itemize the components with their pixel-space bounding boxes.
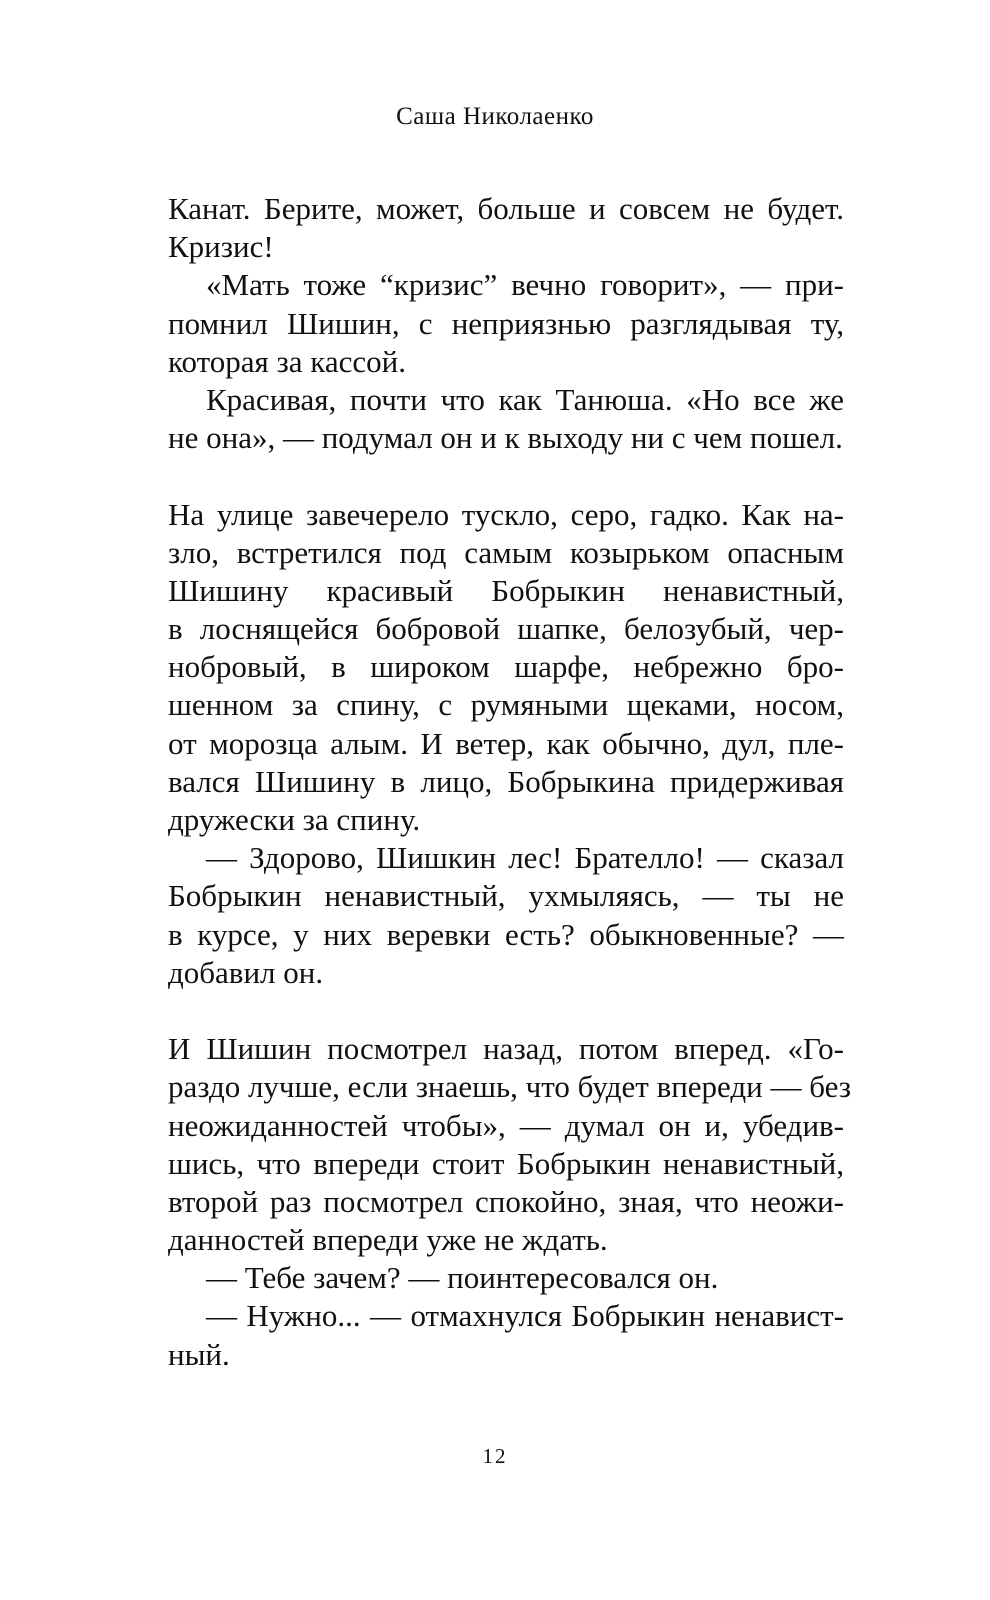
- text-line: На улице завечерело тускло, серо, гадко. Как на-: [168, 496, 844, 532]
- text-line: второй раз посмотрел спокойно, зная, что неожи-: [168, 1183, 844, 1219]
- text-line: добавил он.: [168, 954, 324, 990]
- text-line: — Здорово, Шишкин лес! Брателло! — сказал: [206, 840, 844, 876]
- text-line: Бобрыкин ненавистный, ухмыляясь, — ты не: [168, 878, 844, 914]
- paragraph-1: [168, 190, 844, 266]
- text-line: зло, встретился под самым козырьком опасным: [168, 534, 844, 570]
- section-break: [168, 457, 844, 495]
- running-head-author: Саша Николаенко: [396, 103, 594, 130]
- text-line: помнил Шишин, с неприязнью разглядывая ту,: [168, 305, 844, 341]
- text-line: в лоснящейся бобровой шапке, белозубый, чер-: [168, 611, 844, 647]
- page-number: 12: [482, 1444, 508, 1468]
- text-line: Канат. Берите, может, больше и совсем не будет.: [168, 191, 844, 226]
- text-line: не она», — подумал он и к выходу ни с чем пошел.: [168, 420, 843, 456]
- paragraph-7: [168, 1259, 844, 1297]
- text-line: дружески за спину.: [168, 802, 421, 837]
- text-line: раздо лучше, если знаешь, что будет впереди — без: [168, 1069, 852, 1105]
- text-line: от морозца алым. И ветер, как обычно, дул, пле-: [168, 725, 844, 761]
- paragraph-6: [168, 1030, 852, 1259]
- paragraph-8: [168, 1297, 844, 1373]
- text-line: «Мать тоже “кризис” вечно говорит», — при-: [206, 267, 844, 303]
- text-line: И Шишин посмотрел назад, потом вперед. «Го-: [168, 1031, 844, 1067]
- paragraph-2: [168, 266, 844, 381]
- text-line: Кризис!: [168, 229, 274, 265]
- text-line: ный.: [168, 1336, 230, 1372]
- text-line: шенном за спину, с румяными щеками, носом,: [168, 687, 844, 723]
- text-line: нобровый, в широком шарфе, небрежно бро-: [168, 649, 844, 685]
- section-break: [168, 992, 844, 1030]
- body-text: [168, 190, 852, 1374]
- paragraph-3: [168, 381, 844, 457]
- text-line: данностей впереди уже не ждать.: [168, 1222, 608, 1258]
- paragraph-5: [168, 839, 844, 992]
- text-line: Шишину красивый Бобрыкин ненавистный,: [168, 572, 844, 608]
- text-line: — Тебе зачем? — поинтересовался он.: [206, 1260, 719, 1296]
- text-line: которая за кассой.: [168, 343, 406, 379]
- text-line: — Нужно... — отмахнулся Бобрыкин ненавист-: [206, 1298, 844, 1334]
- text-line: в курсе, у них веревки есть? обыкновенные? —: [168, 916, 844, 952]
- text-line: шись, что впереди стоит Бобрыкин ненавистный,: [168, 1145, 844, 1181]
- text-line: вался Шишину в лицо, Бобрыкина придерживая: [168, 763, 844, 799]
- paragraph-4: [168, 496, 844, 840]
- text-line: неожиданностей чтобы», — думал он и, убедив-: [168, 1107, 844, 1143]
- text-line: Красивая, почти что как Танюша. «Но все же: [206, 381, 844, 417]
